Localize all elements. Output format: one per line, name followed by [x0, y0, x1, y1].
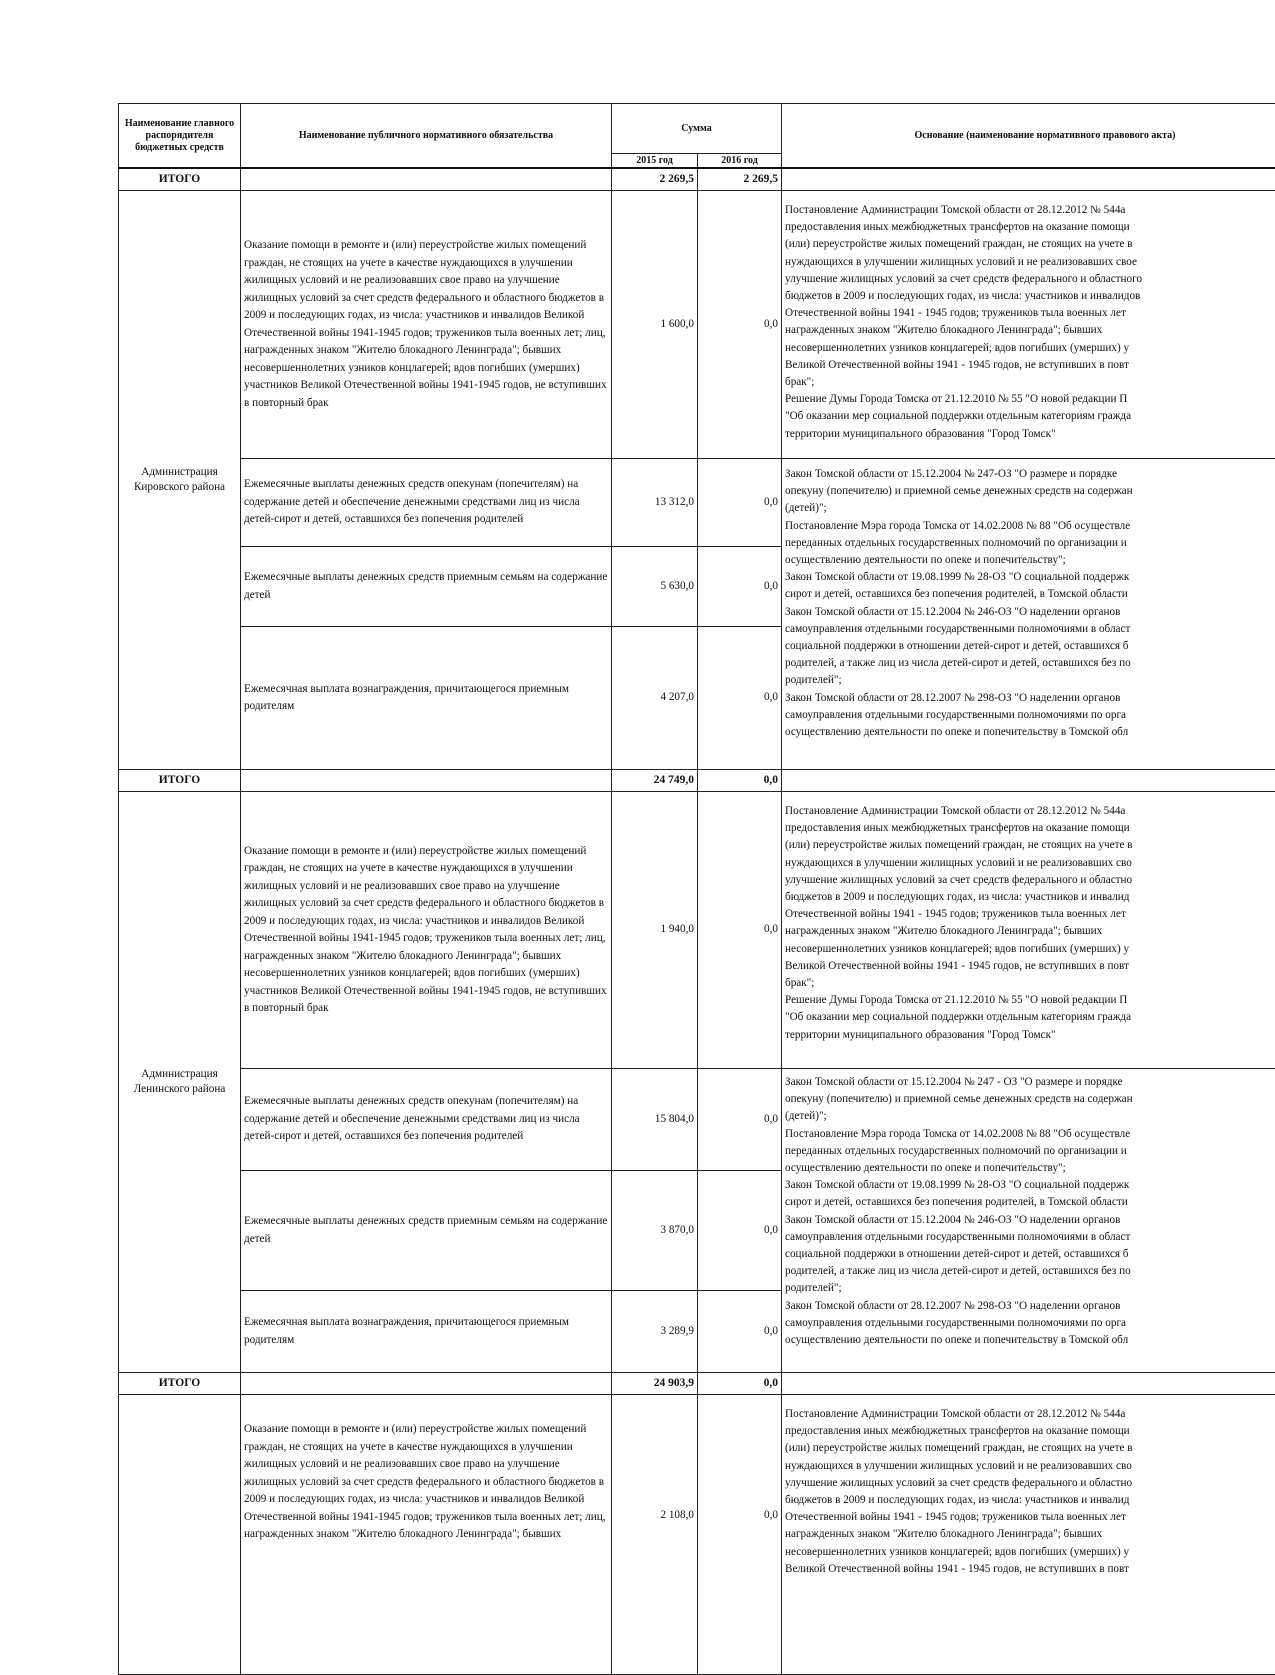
basis-line: родителей, а также лиц из числа детей-сирот и детей, оставшихся без по: [785, 655, 1275, 672]
total-label: ИТОГО: [119, 168, 241, 191]
value-2016: 0,0: [698, 191, 782, 459]
value-2016: 0,0: [698, 792, 782, 1069]
table-row: [119, 191, 1275, 459]
basis-line: Закон Томской области от 19.08.1999 № 28-ОЗ "О социальной поддержк: [785, 569, 1275, 586]
basis-line: (детей)";: [785, 500, 1275, 517]
basis-line: Постановление Администрации Томской области от 28.12.2012 № 544а: [785, 1406, 1275, 1423]
basis-kirov-a: [782, 191, 1275, 459]
obligations-table-sheet: [118, 103, 1275, 1675]
total-2015: 24 749,0: [612, 770, 698, 792]
basis-lenin-b: [782, 1069, 1275, 1373]
basis-lenin-a: [782, 792, 1275, 1069]
value-2015: 13 312,0: [612, 459, 698, 547]
basis-line: нуждающихся в улучшении жилищных условий и не реализовавших сво: [785, 1458, 1275, 1475]
header-2016: 2016 год: [698, 154, 782, 169]
total-label: ИТОГО: [119, 1373, 241, 1395]
obligations-table: [118, 103, 1275, 1675]
basis-line: улучшение жилищных условий за счет средств федерального и областно: [785, 1475, 1275, 1492]
org-next: [119, 1395, 241, 1675]
obligation-name: Ежемесячные выплаты денежных средств опекунам (попечителям) на содержание детей и обеспечение денежными средствами лиц из числа детей-сирот и детей, оставшихся без попечения родителей: [241, 1069, 612, 1171]
basis-line: предоставления иных межбюджетных трансфертов на оказание помощи: [785, 219, 1275, 236]
table-row: [119, 459, 1275, 547]
basis-line: Великой Отечественной войны 1941 - 1945 годов, не вступивших в повт: [785, 958, 1275, 975]
value-2015: 1 600,0: [612, 191, 698, 459]
basis-line: опекуну (попечителю) и приемной семье денежных средств на содержан: [785, 483, 1275, 500]
value-2016: 0,0: [698, 547, 782, 627]
obligation-name: Оказание помощи в ремонте и (или) переустройстве жилых помещений граждан, не стоящих на учете в качестве нуждающихся в улучшении жилищных условий и не реализовавших свое право на улучшение жилищных условий за счет средств федерального и областного бюджетов в 2009 и последующих годах, из числа: участников и инвалидов Великой Отечественной войны 1941-1945 годов; тружеников тыла военных лет; лиц, награжденных знаком "Жителю блокадного Ленинграда"; бывших: [241, 1395, 612, 1675]
basis-line: несовершеннолетних узников концлагерей; вдов погибших (умерших) у: [785, 1544, 1275, 1561]
table-row: [119, 1395, 1275, 1675]
value-2016: 0,0: [698, 1171, 782, 1291]
value-2016: 0,0: [698, 1291, 782, 1373]
basis-next-a: [782, 1395, 1275, 1675]
basis-line: бюджетов в 2009 и последующих годах, из числа: участников и инвалидов: [785, 288, 1275, 305]
basis-line: Отечественной войны 1941 - 1945 годов; тружеников тыла военных лет: [785, 305, 1275, 322]
basis-line: родителей";: [785, 672, 1275, 689]
basis-line: (или) переустройстве жилых помещений граждан, не стоящих на учете в: [785, 236, 1275, 253]
basis-line: нуждающихся в улучшении жилищных условий и не реализовавших сво: [785, 855, 1275, 872]
obligation-name: Ежемесячные выплаты денежных средств приемным семьям на содержание детей: [241, 547, 612, 627]
basis-line: Постановление Администрации Томской области от 28.12.2012 № 544а: [785, 202, 1275, 219]
basis-line: Великой Отечественной войны 1941 - 1945 годов, не вступивших в повт: [785, 357, 1275, 374]
basis-line: брак";: [785, 975, 1275, 992]
basis-line: социальной поддержки в отношении детей-сирот и детей, оставшихся б: [785, 1246, 1275, 1263]
basis-line: Постановление Мэра города Томска от 14.02.2008 № 88 "Об осуществле: [785, 1126, 1275, 1143]
basis-line: самоуправления отдельными государственными полномочиями по орга: [785, 707, 1275, 724]
basis-line: Закон Томской области от 28.12.2007 № 298-ОЗ "О наделении органов: [785, 1298, 1275, 1315]
basis-line: Закон Томской области от 28.12.2007 № 298-ОЗ "О наделении органов: [785, 690, 1275, 707]
obligation-name: Ежемесячная выплата вознаграждения, причитающегося приемным родителям: [241, 1291, 612, 1373]
table-row: [119, 792, 1275, 1069]
basis-line: улучшение жилищных условий за счет средств федерального и областного: [785, 271, 1275, 288]
basis-line: самоуправления отдельными государственными полномочиями по орга: [785, 1315, 1275, 1332]
value-2015: 3 870,0: [612, 1171, 698, 1291]
basis-line: (или) переустройстве жилых помещений граждан, не стоящих на учете в: [785, 837, 1275, 854]
basis-line: осуществлению деятельности по опеке и попечительству";: [785, 552, 1275, 569]
basis-line: Отечественной войны 1941 - 1945 годов; тружеников тыла военных лет: [785, 1509, 1275, 1526]
value-2015: 4 207,0: [612, 627, 698, 770]
basis-line: сирот и детей, оставшихся без попечения родителей, в Томской области: [785, 586, 1275, 603]
basis-line: Закон Томской области от 15.12.2004 № 246-ОЗ "О наделении органов: [785, 604, 1275, 621]
obligation-name: Ежемесячная выплата вознаграждения, причитающегося приемным родителям: [241, 627, 612, 770]
value-2015: 1 940,0: [612, 792, 698, 1069]
header-obligation: Наименование публичного нормативного обязательства: [241, 104, 612, 169]
basis-line: бюджетов в 2009 и последующих годах, из числа: участников и инвалид: [785, 1492, 1275, 1509]
basis-kirov-b: [782, 459, 1275, 770]
basis-line: Закон Томской области от 15.12.2004 № 246-ОЗ "О наделении органов: [785, 1212, 1275, 1229]
basis-line: переданных отдельных государственных полномочий по организации и: [785, 1143, 1275, 1160]
basis-line: Закон Томской области от 15.12.2004 № 247-ОЗ "О размере и порядке: [785, 466, 1275, 483]
total-row-lenin: [119, 1373, 1275, 1395]
basis-line: Отечественной войны 1941 - 1945 годов; тружеников тыла военных лет: [785, 906, 1275, 923]
value-2015: 5 630,0: [612, 547, 698, 627]
basis-line: Закон Томской области от 15.12.2004 № 247 - ОЗ "О размере и порядке: [785, 1074, 1275, 1091]
total-2015: 24 903,9: [612, 1373, 698, 1395]
basis-line: несовершеннолетних узников концлагерей; вдов погибших (умерших) у: [785, 340, 1275, 357]
value-2016: 0,0: [698, 1069, 782, 1171]
basis-line: родителей";: [785, 1280, 1275, 1297]
basis-line: улучшение жилищных условий за счет средств федерального и областно: [785, 872, 1275, 889]
basis-line: самоуправления отдельными государственными полномочиями в област: [785, 621, 1275, 638]
basis-line: опекуну (попечителю) и приемной семье денежных средств на содержан: [785, 1091, 1275, 1108]
basis-line: Решение Думы Города Томска от 21.12.2010 № 55 "О новой редакции П: [785, 391, 1275, 408]
basis-line: самоуправления отдельными государственными полномочиями в област: [785, 1229, 1275, 1246]
total-row-top: [119, 168, 1275, 191]
value-2015: 15 804,0: [612, 1069, 698, 1171]
total-2016: 2 269,5: [698, 168, 782, 191]
basis-line: территории муниципального образования "Город Томск": [785, 1027, 1275, 1044]
basis-line: брак";: [785, 374, 1275, 391]
value-2016: 0,0: [698, 627, 782, 770]
value-2016: 0,0: [698, 1395, 782, 1675]
basis-line: Постановление Мэра города Томска от 14.02.2008 № 88 "Об осуществле: [785, 518, 1275, 535]
total-label: ИТОГО: [119, 770, 241, 792]
basis-line: родителей, а также лиц из числа детей-сирот и детей, оставшихся без по: [785, 1263, 1275, 1280]
basis-line: "Об оказании мер социальной поддержки отдельным категориям гражда: [785, 1009, 1275, 1026]
basis-line: (детей)";: [785, 1108, 1275, 1125]
basis-line: предоставления иных межбюджетных трансфертов на оказание помощи: [785, 820, 1275, 837]
header-sum: Сумма: [612, 104, 782, 154]
basis-line: Закон Томской области от 19.08.1999 № 28-ОЗ "О социальной поддержк: [785, 1177, 1275, 1194]
basis-line: предоставления иных межбюджетных трансфертов на оказание помощи: [785, 1423, 1275, 1440]
basis-line: "Об оказании мер социальной поддержки отдельным категориям гражда: [785, 408, 1275, 425]
basis-line: сирот и детей, оставшихся без попечения родителей, в Томской области: [785, 1194, 1275, 1211]
total-2015: 2 269,5: [612, 168, 698, 191]
basis-line: территории муниципального образования "Город Томск": [785, 426, 1275, 443]
basis-line: осуществлению деятельности по опеке и попечительству";: [785, 1160, 1275, 1177]
value-2016: 0,0: [698, 459, 782, 547]
org-lenin: Администрация Ленинского района: [119, 792, 241, 1373]
total-row-kirov: [119, 770, 1275, 792]
table-row: [119, 1069, 1275, 1171]
obligation-name: Оказание помощи в ремонте и (или) переустройстве жилых помещений граждан, не стоящих на учете в качестве нуждающихся в улучшении жилищных условий и не реализовавших свое право на улучшение жилищных условий за счет средств федерального и областного бюджетов в 2009 и последующих годах, из числа: участников и инвалидов Великой Отечественной войны 1941-1945 годов; тружеников тыла военных лет; лиц, награжденных знаком "Жителю блокадного Ленинграда"; бывших несовершеннолетних узников концлагерей; вдов погибших (умерших) участников Великой Отечественной войны 1941-1945 годов, не вступивших в повторный брак: [241, 191, 612, 459]
value-2015: 2 108,0: [612, 1395, 698, 1675]
basis-line: Великой Отечественной войны 1941 - 1945 годов, не вступивших в повт: [785, 1561, 1275, 1578]
org-kirov: Администрация Кировского района: [119, 191, 241, 770]
basis-line: (или) переустройстве жилых помещений граждан, не стоящих на учете в: [785, 1440, 1275, 1457]
basis-line: награжденных знаком "Жителю блокадного Ленинграда"; бывших: [785, 1526, 1275, 1543]
obligation-name: Ежемесячные выплаты денежных средств приемным семьям на содержание детей: [241, 1171, 612, 1291]
total-2016: 0,0: [698, 770, 782, 792]
basis-line: Постановление Администрации Томской области от 28.12.2012 № 544а: [785, 803, 1275, 820]
basis-line: награжденных знаком "Жителю блокадного Ленинграда"; бывших: [785, 923, 1275, 940]
header-org: Наименование главного распорядителя бюджетных средств: [119, 104, 241, 169]
basis-line: переданных отдельных государственных полномочий по организации и: [785, 535, 1275, 552]
basis-line: несовершеннолетних узников концлагерей; вдов погибших (умерших) у: [785, 941, 1275, 958]
basis-line: нуждающихся в улучшении жилищных условий и не реализовавших свое: [785, 254, 1275, 271]
total-2016: 0,0: [698, 1373, 782, 1395]
basis-line: бюджетов в 2009 и последующих годах, из числа: участников и инвалид: [785, 889, 1275, 906]
value-2015: 3 289,9: [612, 1291, 698, 1373]
header-basis: Основание (наименование нормативного правового акта): [782, 104, 1275, 169]
basis-line: осуществлению деятельности по опеке и попечительству в Томской обл: [785, 724, 1275, 741]
header-2015: 2015 год: [612, 154, 698, 169]
basis-line: награжденных знаком "Жителю блокадного Ленинграда"; бывших: [785, 322, 1275, 339]
basis-line: социальной поддержки в отношении детей-сирот и детей, оставшихся б: [785, 638, 1275, 655]
basis-line: Решение Думы Города Томска от 21.12.2010 № 55 "О новой редакции П: [785, 992, 1275, 1009]
obligation-name: Ежемесячные выплаты денежных средств опекунам (попечителям) на содержание детей и обеспечение денежными средствами лиц из числа детей-сирот и детей, оставшихся без попечения родителей: [241, 459, 612, 547]
obligation-name: Оказание помощи в ремонте и (или) переустройстве жилых помещений граждан, не стоящих на учете в качестве нуждающихся в улучшении жилищных условий и не реализовавших свое право на улучшение жилищных условий за счет средств федерального и областного бюджетов в 2009 и последующих годах, из числа: участников и инвалидов Великой Отечественной войны 1941-1945 годов; тружеников тыла военных лет; лиц, награжденных знаком "Жителю блокадного Ленинграда"; бывших несовершеннолетних узников концлагерей; вдов погибших (умерших) участников Великой Отечественной войны 1941-1945 годов, не вступивших в повторный брак: [241, 792, 612, 1069]
basis-line: осуществлению деятельности по опеке и попечительству в Томской обл: [785, 1332, 1275, 1349]
